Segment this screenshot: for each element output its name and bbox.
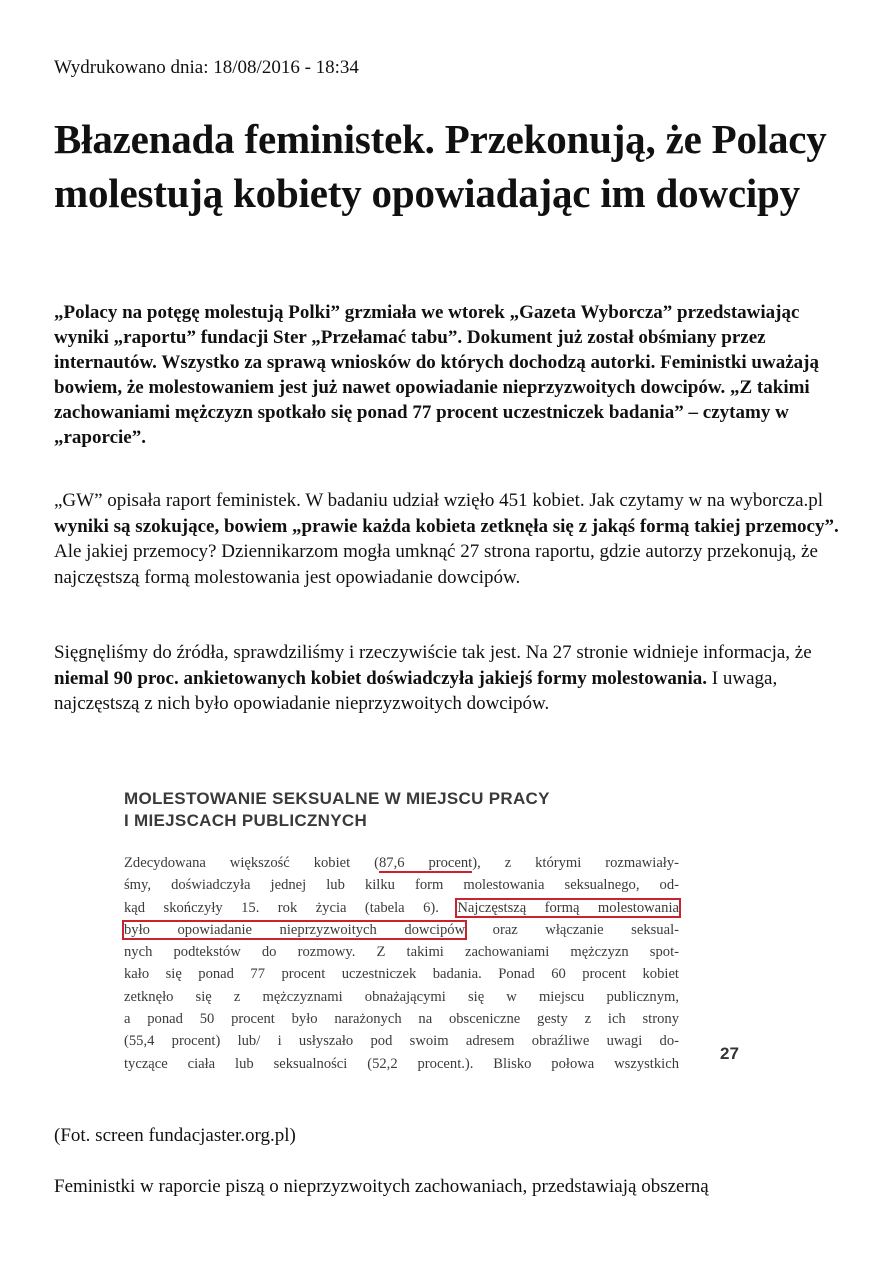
article-lead: „Polacy na potęgę molestują Polki” grzmiała we wtorek „Gazeta Wyborcza” przedstawiając wyniki „raportu” fundacji Ster „Przełamać tabu”. Dokument już został obśmiany przez internautów. Wszystko za sprawą wniosków do których dochodzą autorki. Feministki uważają bowiem, że molestowaniem jest już nawet opowiadanie nieprzyzwoitych dowcipów. „Z takimi zachowaniami mężczyzn spotkało się ponad 77 procent uczestniczek badania” – czytamy w „raporcie”. (54, 302, 819, 448)
article-paragraph-1 (54, 488, 844, 590)
report-line: kało się ponad 77 procent uczestniczek badania. Ponad 60 procent kobiet (124, 966, 679, 983)
red-box-highlight: było opowiadanie nieprzyzwoitych dowcipów (124, 921, 466, 938)
paragraph-bold-text: niemal 90 proc. ankietowanych kobiet doświadczyła jakiejś formy molestowania. (54, 667, 708, 689)
paragraph-text: „GW” opisała raport feministek. W badaniu udział wzięło 451 kobiet. Jak czytamy w na wyborcza.pl (54, 490, 824, 511)
report-excerpt (124, 852, 679, 1075)
report-text: ), z którymi rozmawiały- (472, 855, 680, 871)
report-section-title (124, 788, 684, 832)
report-text: Zdecydowana większość kobiet ( (124, 855, 379, 871)
report-text: kąd skończyły 15. rok życia (tabela 6). (124, 899, 458, 916)
report-title-line-1: MOLESTOWANIE SEKSUALNE W MIEJSCU PRACY (124, 789, 550, 808)
report-line: śmy, doświadczyła jednej lub kilku form molestowania seksualnego, od- (124, 877, 679, 894)
report-text: oraz włączanie seksual- (465, 921, 679, 938)
report-line: zetknęło się z mężczyznami obnażającymi się w miejscu publicznym, (124, 988, 679, 1005)
paragraph-bold-text: wyniki są szokujące, bowiem „prawie każda kobieta zetknęła się z jakąś formą takiej przemocy”. (54, 515, 839, 537)
image-caption: (Fot. screen fundacjaster.org.pl) (54, 1125, 296, 1146)
paragraph-text: Sięgnęliśmy do źródła, sprawdziliśmy i rzeczywiście tak jest. Na 27 stronie widnieje informacja, że (54, 642, 812, 663)
report-line (124, 897, 679, 919)
paragraph-text: Ale jakiej przemocy? Dziennikarzom mogła umknąć 27 strona raportu, gdzie autorzy przekonują, że najczęstszą formą molestowania jest opowiadanie dowcipów. (54, 541, 818, 588)
print-date: Wydrukowano dnia: 18/08/2016 - 18:34 (54, 57, 359, 78)
report-title-line-2: I MIEJSCACH PUBLICZNYCH (124, 811, 368, 830)
report-screenshot (106, 774, 766, 1074)
red-underline-highlight: 87,6 procent (379, 855, 473, 871)
report-line (124, 919, 679, 941)
article-title: Błazenada feministek. Przekonują, że Polacy molestują kobiety opowiadając im dowcipy (54, 116, 827, 216)
report-line: tyczące ciała lub seksualności (52,2 procent.). Blisko połowa wszystkich (124, 1055, 679, 1072)
report-line: a ponad 50 procent było narażonych na obsceniczne gesty z ich strony (124, 1011, 679, 1028)
report-line (124, 852, 679, 874)
paragraph-text: I uwaga, najczęstszą z nich było opowiadanie nieprzyzwoitych dowcipów. (54, 667, 778, 714)
article-paragraph-3: Feministki w raporcie piszą o nieprzyzwoitych zachowaniach, przedstawiają obszerną (54, 1176, 709, 1197)
article-paragraph-2 (54, 640, 844, 717)
report-page-number: 27 (720, 1044, 739, 1063)
red-box-highlight: Najczęstszą formą molestowania (457, 899, 679, 916)
report-line: nych podtekstów do rozmowy. Z takimi zachowaniami mężczyzn spot- (124, 944, 679, 961)
report-line: (55,4 procent) lub/ i usłyszało pod swoim adresem obraźliwe uwagi do- (124, 1033, 679, 1050)
